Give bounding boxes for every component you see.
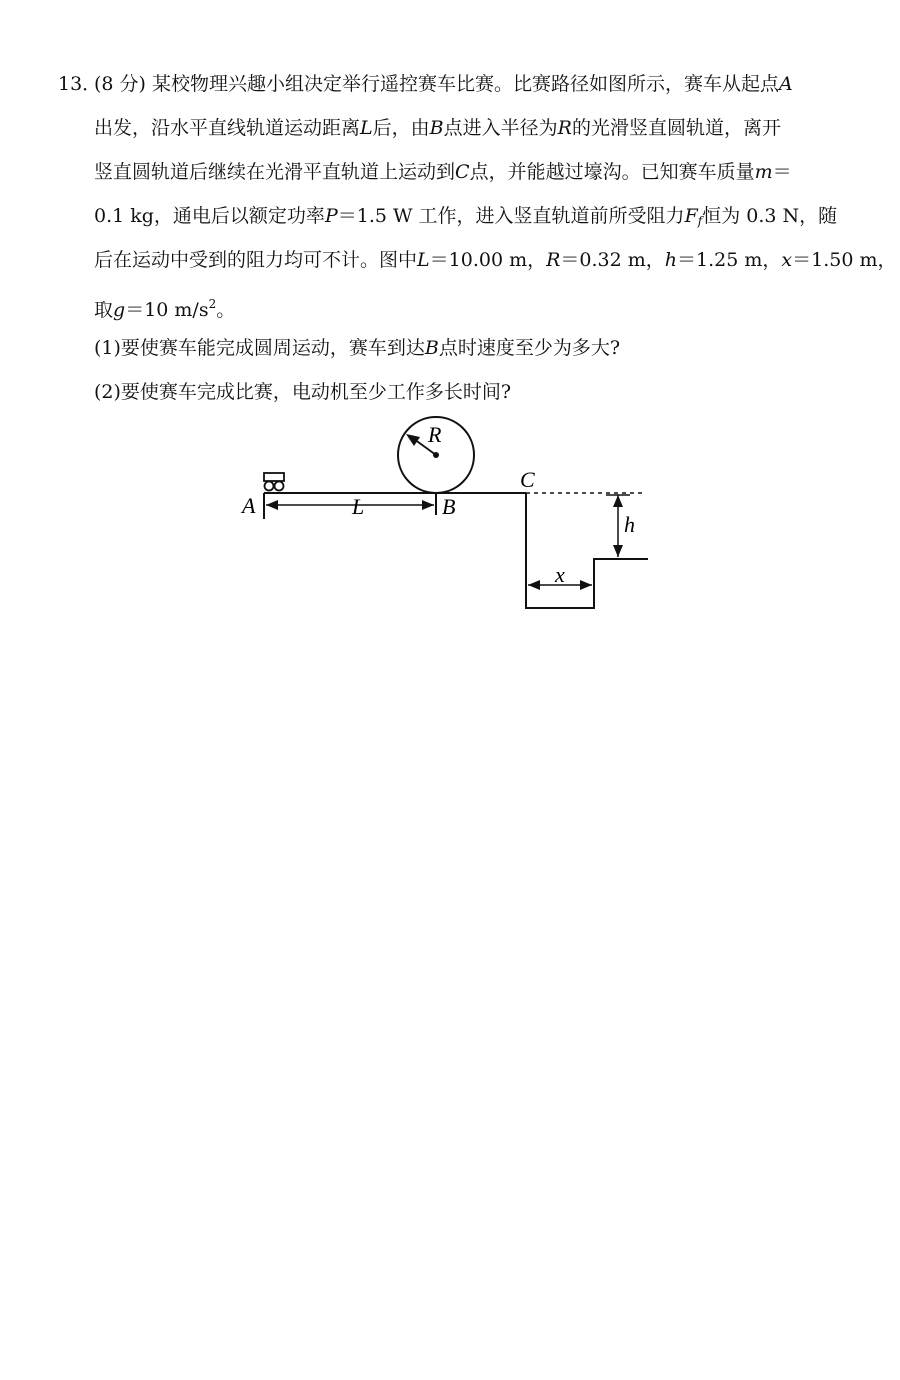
question-text: ＝10.00 m， xyxy=(429,249,547,271)
question-text: 点进入半径为 xyxy=(443,117,558,139)
question-13 xyxy=(58,62,897,414)
label-x: x xyxy=(555,562,565,587)
question-text: 取 xyxy=(94,299,114,321)
math-superscript: 2 xyxy=(208,297,217,311)
math-var: h xyxy=(664,249,678,271)
label-r: R xyxy=(428,422,442,447)
question-text: (2)要使赛车完成比赛，电动机至少工作多长时间? xyxy=(94,381,512,403)
math-var: F xyxy=(684,205,698,227)
question-text: 恒为 0.3 N，随 xyxy=(702,205,838,227)
math-var: R xyxy=(557,117,572,139)
question-number: 13． xyxy=(58,73,102,95)
question-text: 0.1 kg，通电后以额定功率 xyxy=(94,205,325,227)
math-var: L xyxy=(360,117,373,139)
math-var: R xyxy=(546,249,561,271)
question-text: 后，由 xyxy=(372,117,430,139)
label-b: B xyxy=(442,494,456,519)
math-var: B xyxy=(424,337,439,359)
math-var: m xyxy=(754,161,773,183)
race-car-icon xyxy=(264,473,284,491)
question-line-1 xyxy=(58,62,848,106)
question-text: 某校物理兴趣小组决定举行遥控赛车比赛。比赛路径如图所示，赛车从起点 xyxy=(152,73,780,95)
x-arrow-right xyxy=(580,580,592,590)
question-line-6 xyxy=(58,282,848,326)
question-line-3 xyxy=(58,150,848,194)
label-h: h xyxy=(624,512,635,537)
math-var: B xyxy=(429,117,444,139)
h-arrow-bottom xyxy=(613,545,623,557)
question-line-2 xyxy=(58,106,848,150)
question-text: 出发，沿水平直线轨道运动距离 xyxy=(94,117,361,139)
question-score: (8 分) xyxy=(94,73,146,95)
question-text: 的光滑竖直圆轨道，离开 xyxy=(571,117,781,139)
question-text: ＝1.50 m， xyxy=(792,249,897,271)
x-arrow-left xyxy=(528,580,540,590)
question-text: 。 xyxy=(216,299,236,321)
question-text: 竖直圆轨道后继续在光滑平直轨道上运动到 xyxy=(94,161,456,183)
track-diagram xyxy=(230,415,670,625)
math-subscript: f xyxy=(697,214,703,228)
math-var: L xyxy=(417,249,430,271)
question-text: 点，并能越过壕沟。已知赛车质量 xyxy=(469,161,755,183)
math-var: A xyxy=(779,73,793,95)
math-var: P xyxy=(324,205,338,227)
question-text: ＝1.25 m， xyxy=(677,249,782,271)
label-l: L xyxy=(352,494,365,519)
question-text: ＝10 m/s xyxy=(125,299,209,321)
question-text: (1)要使赛车能完成圆周运动，赛车到达 xyxy=(94,337,425,359)
question-text: ＝1.5 W 工作，进入竖直轨道前所受阻力 xyxy=(337,205,685,227)
math-var: C xyxy=(455,161,470,183)
label-a: A xyxy=(242,493,256,518)
math-var: x xyxy=(781,249,793,271)
label-c: C xyxy=(520,467,535,492)
question-line-5 xyxy=(58,238,897,282)
question-line-4 xyxy=(58,194,848,238)
track-diagram-svg xyxy=(230,415,670,625)
question-text: ＝ xyxy=(772,161,792,183)
l-arrow-right xyxy=(422,500,434,510)
sub-question-1 xyxy=(58,326,848,370)
radius-arrow xyxy=(406,434,420,446)
question-text: 后在运动中受到的阻力均可不计。图中 xyxy=(94,249,418,271)
circle-center-dot xyxy=(433,452,439,458)
question-text: 点时速度至少为多大? xyxy=(438,337,621,359)
sub-question-2 xyxy=(58,370,848,414)
question-text: ＝0.32 m， xyxy=(560,249,665,271)
math-var: g xyxy=(113,299,126,321)
l-arrow-left xyxy=(266,500,278,510)
ditch-outline xyxy=(526,493,648,608)
h-arrow-top xyxy=(613,495,623,507)
